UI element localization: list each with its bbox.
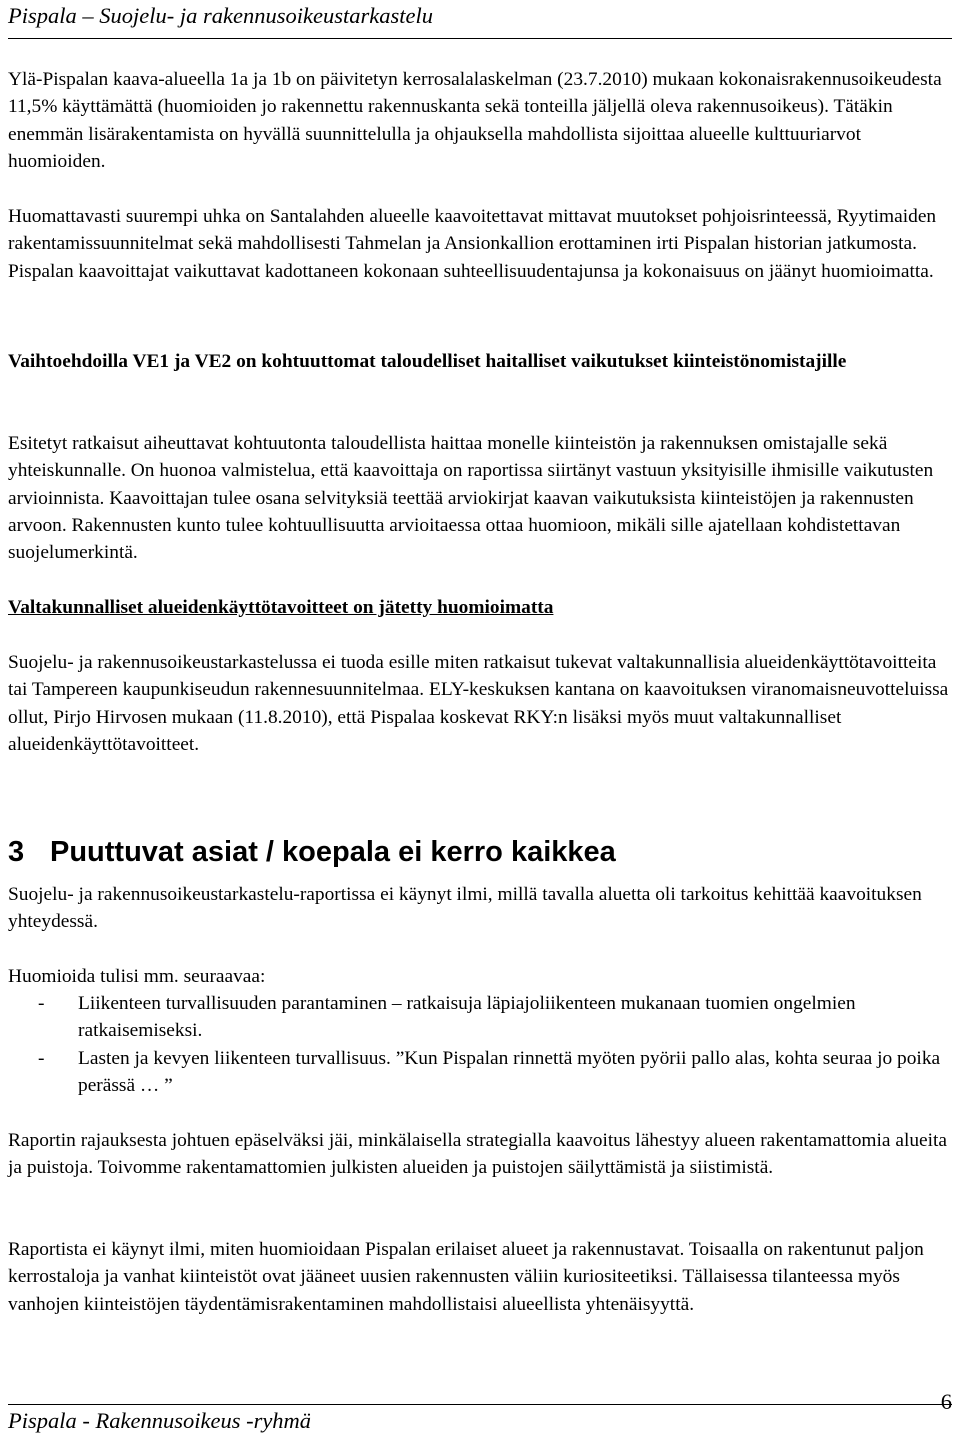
heading-national-land-use-goals: Valtakunnalliset alueidenkäyttötavoitteet on jätetty huomioimatta: [8, 597, 554, 618]
header-title: Pispala – Suojelu- ja rakennusoikeustarkastelu: [8, 3, 433, 28]
footer-title: Pispala - Rakennusoikeus -ryhmä: [8, 1408, 312, 1433]
paragraph-unbuilt-areas: Raportin rajauksesta johtuen epäselväksi jäi, minkälaisella strategialla kaavoitus lähestyy alueen rakentamattomia alueita ja puistoja. Toivomme rakentamattomien julkisten alueiden ja puistojen säilyttämistä ja siistimistä.: [8, 1130, 948, 1179]
paragraph-remaining-building-rights: Ylä-Pispalan kaava-alueella 1a ja 1b on päivitetyn kerrosalalaskelman (23.7.2010) mukaan kokonaisrakennusoikeudesta 11,5% käyttämättä (huomioiden jo rakennettu rakennuskanta sekä tonteilla jäljellä oleva rakennusoikeus). Tätäkin enemmän lisärakentamista on hyvällä suunnittelulla ja ohjauksella mahdollista sijoittaa alueelle kulttuuriarvot huomioiden.: [8, 69, 942, 172]
paragraph-list-intro: Huomioida tulisi mm. seuraavaa:: [8, 966, 266, 987]
list-item: [8, 990, 958, 1045]
page-header: [8, 0, 952, 39]
heading-economic-impacts: Vaihtoehdoilla VE1 ja VE2 on kohtuuttomat taloudelliset haitalliset vaikutukset kiinteistönomistajille: [8, 351, 847, 372]
paragraph-economic-impacts: Esitetyt ratkaisut aiheuttavat kohtuutonta taloudellista haittaa monelle kiinteistön ja rakennuksen omistajalle sekä yhteiskunnalle. On huonoa valmistelua, että kaavoittaja on raportissa siirtänyt vastuun yksityisille ihmisille vaikutusten arvioinnista. Kaavoittajan tulee osana selvityksiä teettää arviokirjat kaavan vaikutuksista kiinteistöjen ja rakennusten arvoon. Rakennusten kunto tulee kohtuullisuutta arvioitaessa ottaa huomioon, mikäli sille ajatellaan kohdistettavan suojelumerkintä.: [8, 433, 934, 564]
section-title: Puuttuvat asiat / koepala ei kerro kaikkea: [50, 836, 616, 869]
section-number: 3: [8, 836, 25, 869]
page-number: 6: [940, 1389, 952, 1414]
bullet-list: [8, 990, 958, 1099]
list-item-text: Lasten ja kevyen liikenteen turvallisuus. ”Kun Pispalan rinnettä myöten pyörii pallo alas, kohta seuraa jo poika perässä … ”: [78, 1047, 941, 1096]
list-item: [8, 1045, 958, 1100]
section-heading: [8, 832, 616, 872]
list-item-text: Liikenteen turvallisuuden parantaminen – ratkaisuja läpiajoliikenteen mukanaan tuomien ongelmien ratkaisemiseksi.: [78, 993, 856, 1042]
page-footer: [8, 1389, 952, 1435]
paragraph-building-styles: Raportista ei käynyt ilmi, miten huomioidaan Pispalan erilaiset alueet ja rakennustavat. Toisaalla on rakentunut paljon kerrostaloja ja vanhat kiinteistöt ovat jääneet uusien rakennusten väliin kuriositeetiksi. Tällaisessa tilanteessa myös vanhojen kiinteistöjen täydentämisrakentaminen mahdollistaisi alueellista yhtenäisyyttä.: [8, 1239, 924, 1315]
dash-bullet: -: [38, 993, 45, 1014]
dash-bullet: -: [38, 1047, 45, 1069]
paragraph-report-scope: Suojelu- ja rakennusoikeustarkastelu-raportissa ei käynyt ilmi, millä tavalla aluetta oli tarkoitus kehittää kaavoituksen yhteydessä.: [8, 884, 922, 933]
paragraph-threats: Huomattavasti suurempi uhka on Santalahden alueelle kaavoitettavat mittavat muutokset pohjoisrinteessä, Ryytimaiden rakentamissuunnitelmat sekä mahdollisesti Tahmelan ja Ansionkallion erottaminen irti Pispalan historian jatkumosta. Pispalan kaavoittajat vaikuttavat kadottaneen kokonaan suhteellisuudentajunsa ja kokonaisuus on jäänyt huomioimatta.: [8, 206, 937, 282]
paragraph-national-land-use-goals: Suojelu- ja rakennusoikeustarkastelussa ei tuoda esille miten ratkaisut tukevat valtakunnallisia alueidenkäyttötavoitteita tai Tampereen kaupunkiseudun rakennesuunnitelmaa. ELY-keskuksen kantana on kaavoituksen viranomaisneuvotteluissa ollut, Pirjo Hirvosen mukaan (11.8.2010), että Pispalaa koskevat RKY:n lisäksi myös muut valtakunnalliset alueidenkäyttötavoitteet.: [8, 652, 949, 755]
